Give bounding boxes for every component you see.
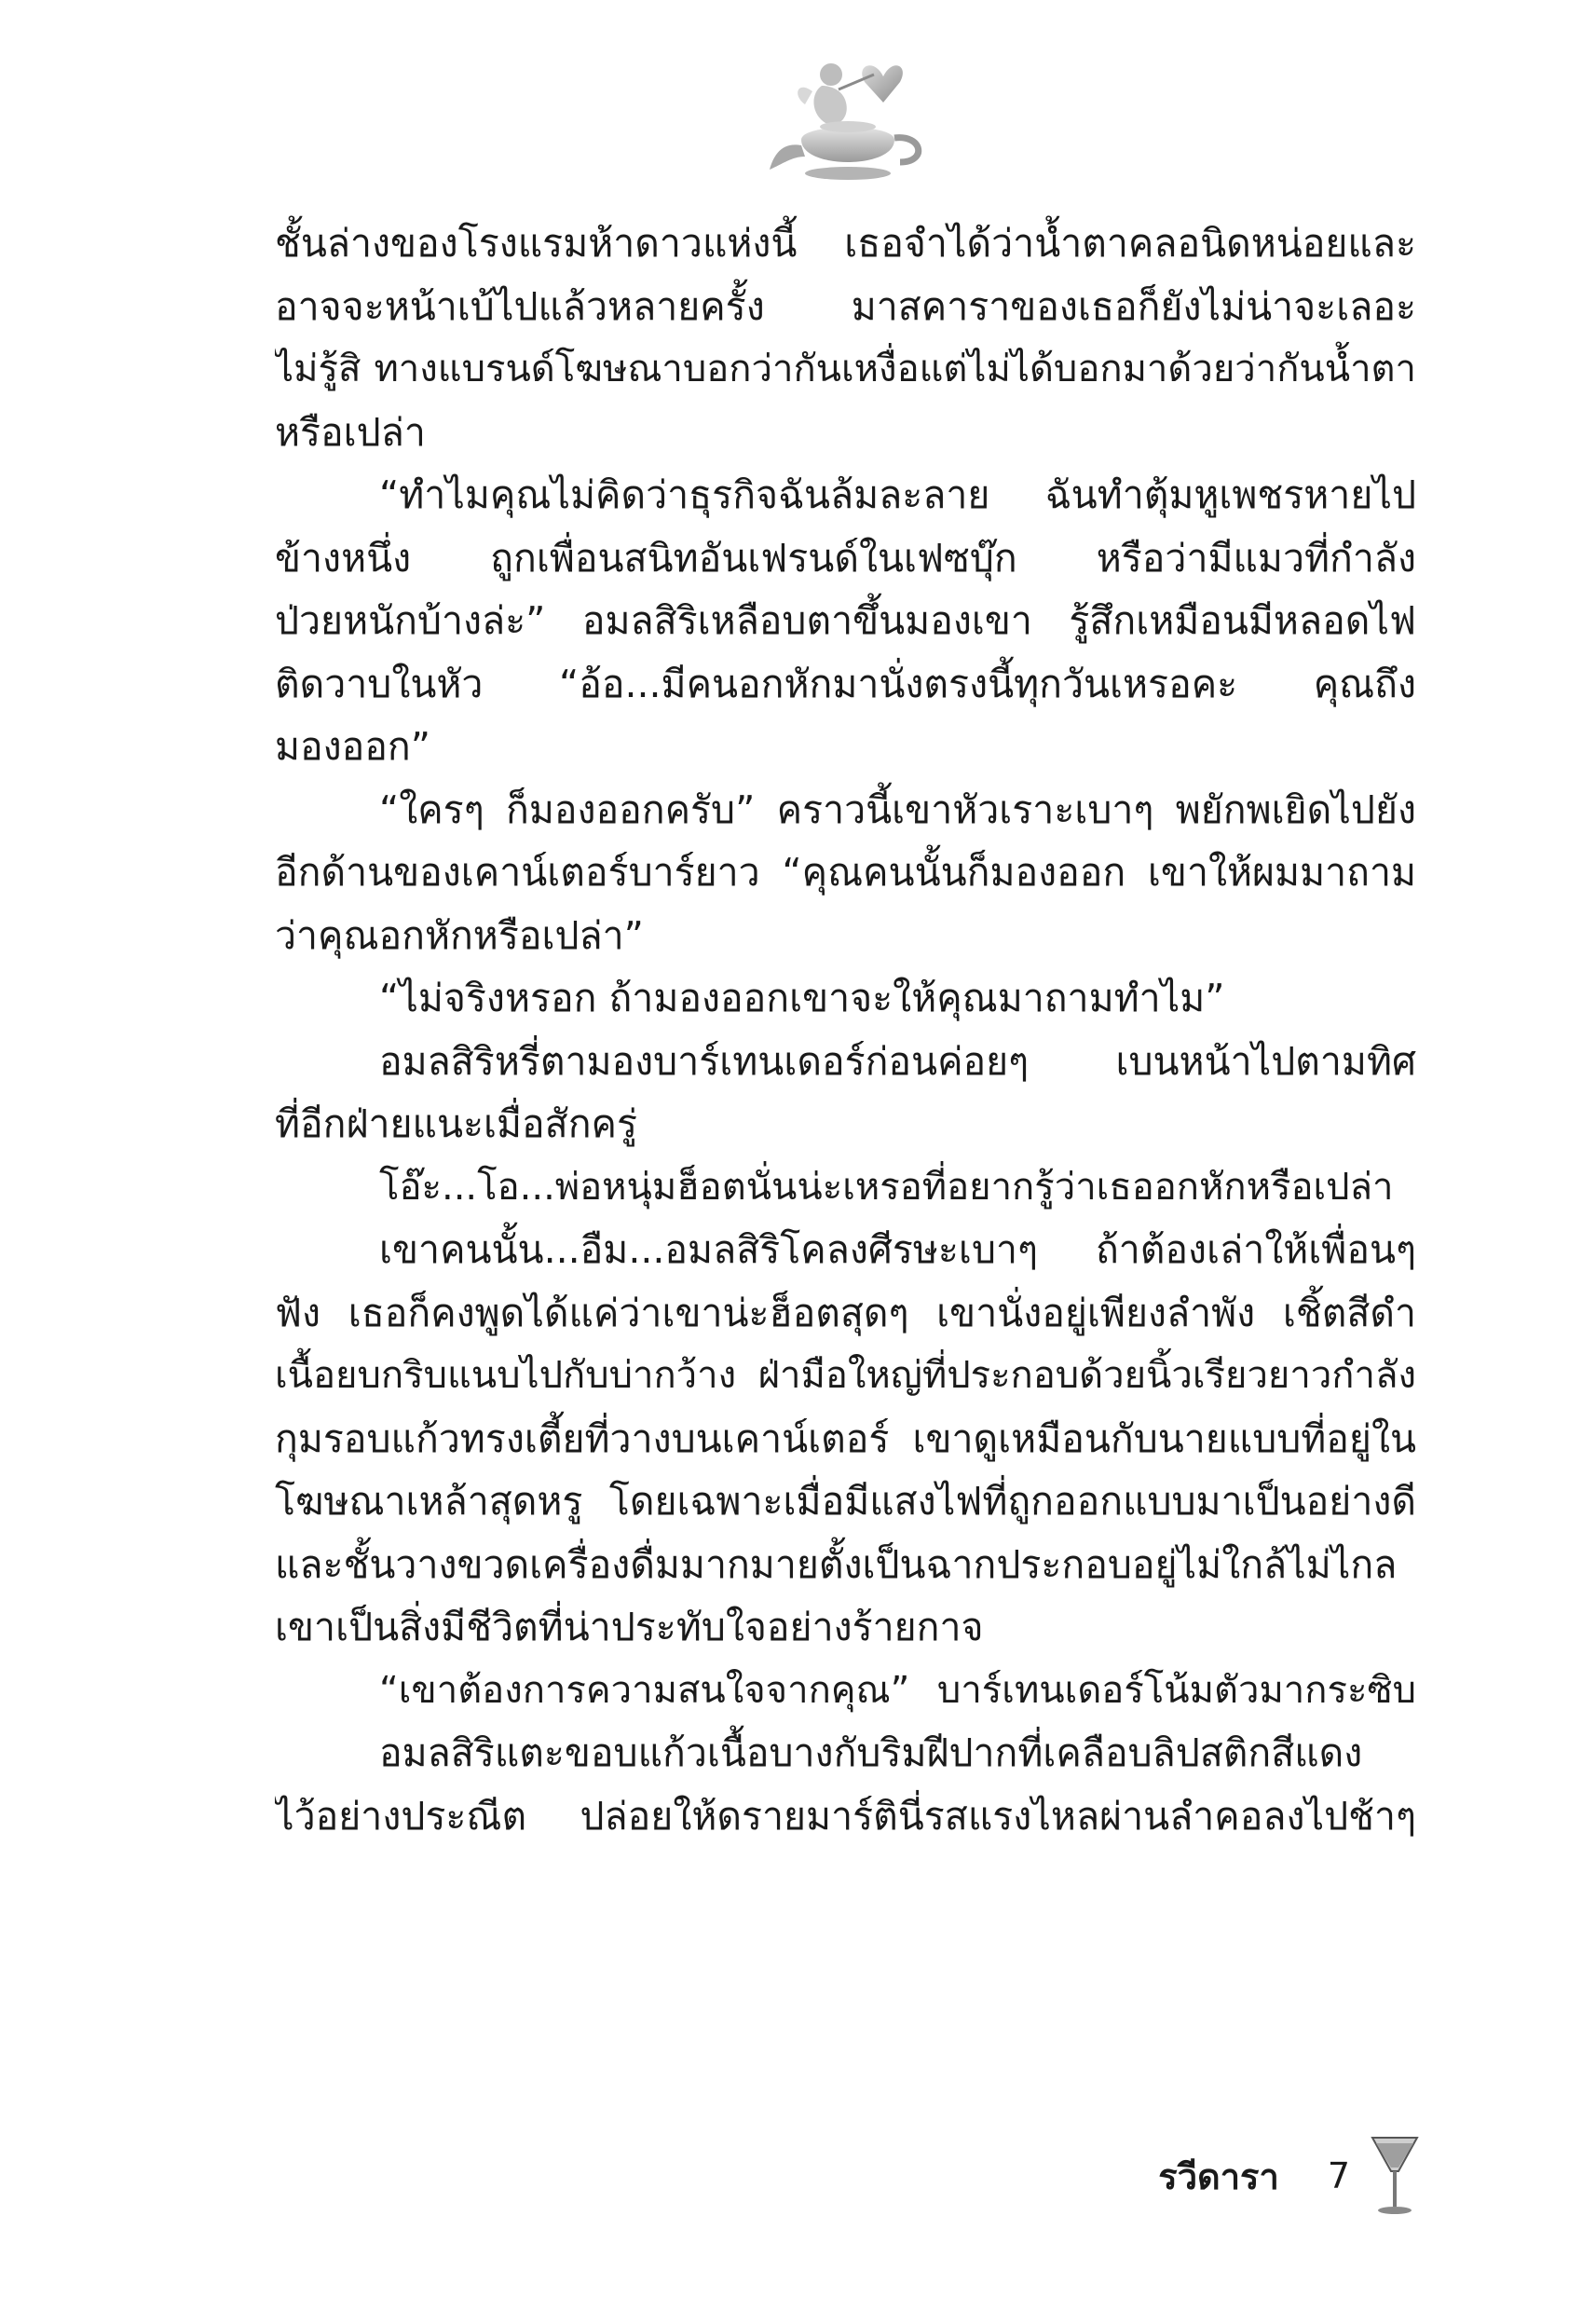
page-number: 7 — [1327, 2155, 1350, 2196]
text-line: อมลสิริแตะขอบแก้วเนื้อบางกับริมฝีปากที่เคลือบลิปสติกสีแดง — [379, 1730, 1363, 1775]
story-text — [275, 212, 1416, 1848]
text-line: “เขาต้องการความสนใจจากคุณ” บาร์เทนเดอร์โน้มตัวมากระซิบ — [379, 1668, 1416, 1712]
text-line: โอ๊ะ...โอ...พ่อหนุ่มฮ็อตนั่นน่ะเหรอที่อยากรู้ว่าเธออกหักหรือเปล่า — [379, 1165, 1394, 1209]
text-line: ข้างหนึ่ง ถูกเพื่อนสนิทอันเฟรนด์ในเฟซบุ๊ก หรือว่ามีแมวที่กำลัง — [275, 535, 1416, 581]
text-line: ที่อีกฝ่ายแนะเมื่อสักครู่ — [275, 1101, 637, 1146]
text-line: ติดวาบในหัว “อ้อ...มีคนอกหักมานั่งตรงนี้ทุกวันเหรอคะ คุณถึง — [275, 661, 1416, 706]
book-title: รวีดารา — [1158, 2155, 1279, 2197]
text-line: กุมรอบแก้วทรงเตี้ยที่วางบนเคาน์เตอร์ เขาดูเหมือนกับนายแบบที่อยู่ใน — [275, 1415, 1416, 1461]
text-line: อีกด้านของเคาน์เตอร์บาร์ยาว “คุณคนนั้นก็มองออก เขาให้ผมมาถาม — [275, 850, 1416, 895]
text-line: มองออก” — [275, 724, 430, 769]
text-line: ไว้อย่างประณีต ปล่อยให้ดรายมาร์ตินี่รสแรงไหลผ่านลำคอลงไปช้าๆ — [275, 1793, 1416, 1839]
page-footer — [1158, 2134, 1419, 2218]
text-line: ว่าคุณอกหักหรือเปล่า” — [275, 912, 644, 958]
text-line: และชั้นวางขวดเครื่องดื่มมากมายตั้งเป็นฉากประกอบอยู่ไม่ใกล้ไม่ไกล — [275, 1541, 1398, 1587]
text-line: “ไม่จริงหรอก ถ้ามองออกเขาจะให้คุณมาถามทำไม” — [379, 976, 1225, 1020]
text-line: ป่วยหนักบ้างล่ะ” อมลสิริเหลือบตาขึ้นมองเขา รู้สึกเหมือนมีหลอดไฟ — [275, 598, 1416, 643]
text-line: เขาเป็นสิ่งมีชีวิตที่น่าประทับใจอย่างร้ายกาจ — [275, 1605, 984, 1649]
text-line: ชั้นล่างของโรงแรมห้าดาวแห่งนี้ เธอจำได้ว่าน้ำตาคลอนิดหน่อยและ — [275, 221, 1416, 266]
text-line: อาจจะหน้าเบ้ไปแล้วหลายครั้ง มาสคาราของเธอก็ยังไม่น่าจะเลอะ — [275, 283, 1416, 329]
text-line: เนื้อยบกริบแนบไปกับบ่ากว้าง ฝ่ามือใหญ่ที่ประกอบด้วยนิ้วเรียวยาวกำลัง — [275, 1354, 1416, 1397]
text-line: อมลสิริหรี่ตามองบาร์เทนเดอร์ก่อนค่อยๆ เบนหน้าไปตามทิศ — [379, 1038, 1416, 1084]
text-line: ฟัง เธอก็คงพูดได้แค่ว่าเขาน่ะฮ็อตสุดๆ เขานั่งอยู่เพียงลำพัง เชิ้ตสีดำ — [275, 1290, 1416, 1335]
text-line: “ใครๆ ก็มองออกครับ” คราวนี้เขาหัวเราะเบาๆ พยักพเยิดไปยัง — [379, 786, 1416, 832]
text-line: ไม่รู้สิ ทางแบรนด์โฆษณาบอกว่ากันเหงื่อแต่ไม่ได้บอกมาด้วยว่ากันน้ำตา — [275, 348, 1416, 390]
cupid-teapot-ornament-icon — [764, 37, 941, 200]
text-line: โฆษณาเหล้าสุดหรู โดยเฉพาะเมื่อมีแสงไฟที่ถูกออกแบบมาเป็นอย่างดี — [275, 1479, 1416, 1524]
text-line: “ทำไมคุณไม่คิดว่าธุรกิจฉันล้มละลาย ฉันทำตุ้มหูเพชรหายไป — [379, 472, 1416, 517]
martini-glass-icon — [1371, 2134, 1419, 2218]
text-line: หรือเปล่า — [275, 409, 426, 455]
text-line: เขาคนนั้น...อืม...อมลสิริโคลงศีรษะเบาๆ ถ้าต้องเล่าให้เพื่อนๆ — [379, 1227, 1416, 1272]
